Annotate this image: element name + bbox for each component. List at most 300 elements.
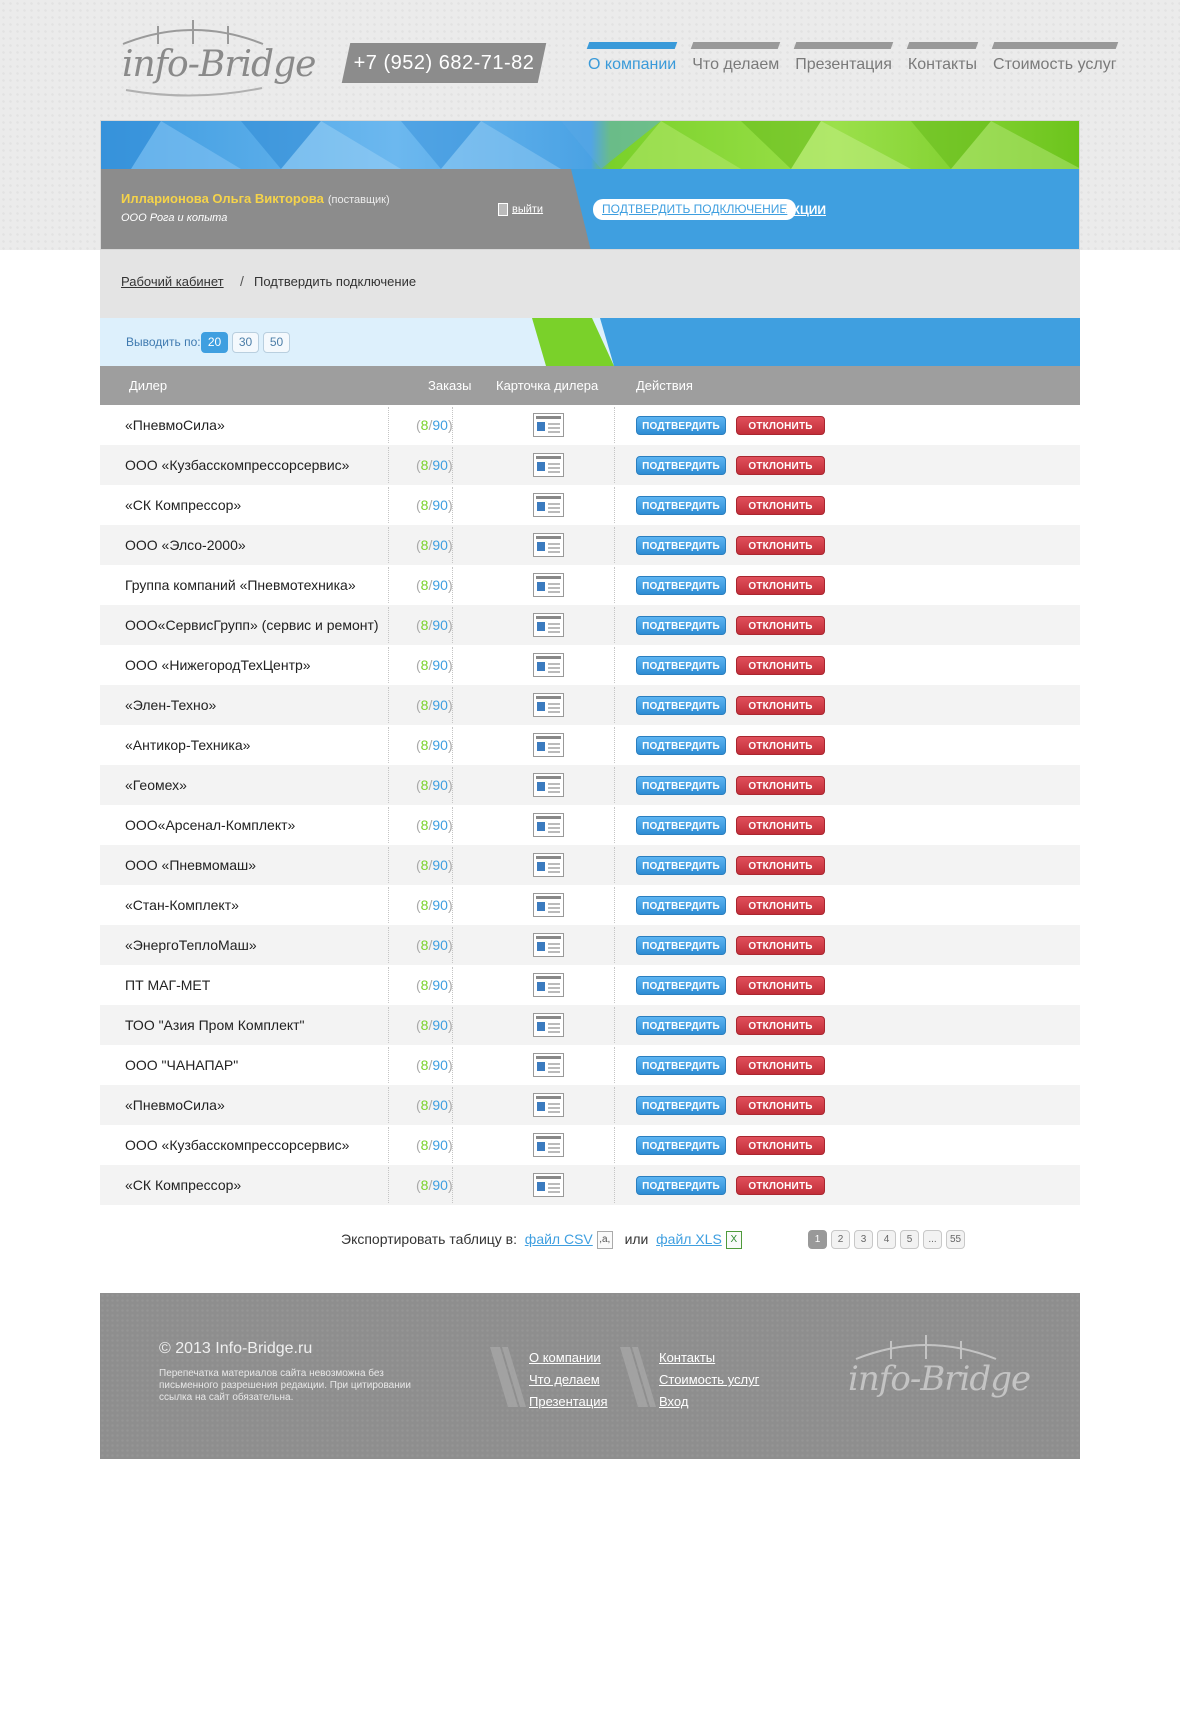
confirm-button[interactable]: ПОДТВЕРДИТЬ [636, 576, 726, 595]
nav-item-presentation[interactable]: Презентация [795, 42, 892, 74]
table-row [100, 925, 1080, 965]
card-line [548, 1151, 560, 1153]
confirm-button[interactable]: ПОДТВЕРДИТЬ [636, 856, 726, 875]
dealer-card-icon[interactable] [533, 613, 564, 637]
card-line [548, 1143, 560, 1145]
orders-count [416, 1177, 453, 1193]
orders-bracket: ( [416, 777, 421, 793]
orders-bracket: ) [447, 817, 453, 833]
dealer-card-icon[interactable] [533, 733, 564, 757]
confirm-button[interactable]: ПОДТВЕРДИТЬ [636, 776, 726, 795]
column-divider [614, 1127, 615, 1163]
column-divider [614, 647, 615, 683]
confirm-button[interactable]: ПОДТВЕРДИТЬ [636, 496, 726, 515]
column-dealer: Дилер [129, 378, 168, 393]
orders-count [416, 617, 453, 633]
confirm-button[interactable]: ПОДТВЕРДИТЬ [636, 736, 726, 755]
card-line [548, 823, 560, 825]
dealer-card-icon[interactable] [533, 893, 564, 917]
dealer-card-icon[interactable] [533, 1053, 564, 1077]
reject-button[interactable]: ОТКЛОНИТЬ [736, 656, 825, 675]
orders-bracket: ( [416, 857, 421, 873]
dealer-card-icon[interactable] [533, 853, 564, 877]
column-divider [388, 847, 389, 883]
column-divider [614, 847, 615, 883]
orders-new: 8 [420, 1177, 429, 1193]
confirm-button[interactable]: ПОДТВЕРДИТЬ [636, 896, 726, 915]
dealer-name: «Антикор-Техника» [125, 737, 251, 753]
orders-new: 8 [420, 657, 429, 673]
column-divider [452, 887, 453, 923]
card-line [548, 1107, 560, 1109]
column-divider [452, 967, 453, 1003]
footer-logo[interactable] [842, 1333, 1031, 1413]
pagination-ellipsis: ... [923, 1230, 942, 1249]
orders-slash: / [428, 857, 433, 873]
orders-total: 90 [432, 897, 448, 913]
confirm-button[interactable]: ПОДТВЕРДИТЬ [636, 696, 726, 715]
orders-new: 8 [420, 897, 429, 913]
table-row [100, 525, 1080, 565]
card-line [548, 551, 560, 553]
confirm-connection-tab[interactable]: ПОДТВЕРДИТЬ ПОДКЛЮЧЕНИЕ [593, 199, 796, 220]
dealer-card-icon[interactable] [533, 813, 564, 837]
orders-count [416, 457, 453, 473]
footer-link-presentation[interactable]: Презентация [529, 1394, 608, 1409]
per-page-30[interactable]: 30 [232, 332, 259, 353]
column-divider [388, 407, 389, 443]
orders-count [416, 817, 453, 833]
orders-bracket: ( [416, 1177, 421, 1193]
dealer-name: ООО «Пневмомаш» [125, 857, 257, 873]
dealer-card-icon[interactable] [533, 1013, 564, 1037]
per-page-20[interactable]: 20 [201, 332, 228, 353]
orders-new: 8 [420, 937, 429, 953]
reject-button[interactable]: ОТКЛОНИТЬ [736, 776, 825, 795]
orders-new: 8 [420, 457, 429, 473]
export-xls-link[interactable]: файл XLS [656, 1231, 722, 1247]
confirm-button[interactable]: ПОДТВЕРДИТЬ [636, 936, 726, 955]
orders-bracket: ( [416, 457, 421, 473]
orders-bracket: ( [416, 497, 421, 513]
orders-bracket: ( [416, 1137, 421, 1153]
site-logo[interactable] [110, 14, 316, 100]
breadcrumb-dashboard-link[interactable]: Рабочий кабинет [121, 274, 224, 289]
orders-slash: / [428, 1017, 433, 1033]
column-divider [452, 527, 453, 563]
card-line [548, 427, 560, 429]
dealer-card-icon[interactable] [533, 573, 564, 597]
promotions-link[interactable]: АКЦИИ [784, 203, 827, 217]
orders-bracket: ) [447, 1017, 453, 1033]
table-row [100, 885, 1080, 925]
nav-item-pricing[interactable]: Стоимость услуг [993, 42, 1117, 74]
column-divider [388, 1047, 389, 1083]
dealer-name: ООО«Арсенал-Комплект» [125, 817, 296, 833]
orders-count [416, 1137, 453, 1153]
orders-bracket: ( [416, 617, 421, 633]
table-row [100, 1005, 1080, 1045]
dealer-card-icon[interactable] [533, 1173, 564, 1197]
csv-file-icon: ,a, [597, 1231, 613, 1249]
card-line [548, 1071, 560, 1073]
dealer-name: ООО«СервисГрупп» (сервис и ремонт) [125, 617, 379, 633]
orders-bracket: ) [447, 897, 453, 913]
reject-button[interactable]: ОТКЛОНИТЬ [736, 496, 825, 515]
dealer-name: «Геомех» [125, 777, 187, 793]
orders-total: 90 [432, 617, 448, 633]
confirm-button[interactable]: ПОДТВЕРДИТЬ [636, 1096, 726, 1115]
dealer-card-icon[interactable] [533, 1093, 564, 1117]
card-photo [537, 742, 545, 751]
card-photo [537, 1142, 545, 1151]
orders-total: 90 [432, 497, 448, 513]
orders-new: 8 [420, 1017, 429, 1033]
card-line [548, 707, 560, 709]
dealer-name: ООО «Элсо-2000» [125, 537, 246, 553]
orders-total: 90 [432, 1057, 448, 1073]
card-line [548, 943, 560, 945]
dealer-name: «СК Компрессор» [125, 1177, 242, 1193]
orders-bracket: ( [416, 1057, 421, 1073]
orders-total: 90 [432, 817, 448, 833]
orders-total: 90 [432, 577, 448, 593]
reject-button[interactable]: ОТКЛОНИТЬ [736, 416, 825, 435]
card-photo [537, 902, 545, 911]
dealer-name: «СК Компрессор» [125, 497, 242, 513]
card-line [548, 747, 560, 749]
orders-total: 90 [432, 457, 448, 473]
column-divider [388, 887, 389, 923]
column-divider [452, 1087, 453, 1123]
column-divider [452, 847, 453, 883]
footer-link-pricing[interactable]: Стоимость услуг [659, 1372, 760, 1387]
column-divider [388, 647, 389, 683]
card-line [548, 1027, 560, 1029]
footer-link-what-we-do[interactable]: Что делаем [529, 1372, 600, 1387]
column-divider [452, 1007, 453, 1043]
card-line [548, 903, 560, 905]
card-line [548, 547, 560, 549]
table-row [100, 605, 1080, 645]
confirm-button[interactable]: ПОДТВЕРДИТЬ [636, 1136, 726, 1155]
footer-link-contacts[interactable]: Контакты [659, 1350, 716, 1365]
reject-button[interactable]: ОТКЛОНИТЬ [736, 1136, 825, 1155]
orders-slash: / [428, 937, 433, 953]
dealer-card-icon[interactable] [533, 413, 564, 437]
reject-button[interactable]: ОТКЛОНИТЬ [736, 856, 825, 875]
card-line [548, 987, 560, 989]
card-line [548, 631, 560, 633]
table-header [100, 366, 1080, 405]
card-photo [537, 982, 545, 991]
card-photo [537, 1022, 545, 1031]
dealer-card-icon[interactable] [533, 493, 564, 517]
orders-bracket: ( [416, 697, 421, 713]
footer-links-col1 [529, 1347, 608, 1413]
export-or: или [624, 1231, 649, 1247]
orders-new: 8 [420, 777, 429, 793]
reject-button[interactable]: ОТКЛОНИТЬ [736, 736, 825, 755]
card-line [548, 591, 560, 593]
dealer-name: ТОО "Азия Пром Комплект" [125, 1017, 305, 1033]
nav-item-what-we-do[interactable]: Что делаем [692, 42, 779, 74]
card-line [548, 791, 560, 793]
orders-slash: / [428, 497, 433, 513]
per-page-50[interactable]: 50 [263, 332, 290, 353]
column-divider [388, 967, 389, 1003]
reject-button[interactable]: ОТКЛОНИТЬ [736, 1096, 825, 1115]
orders-bracket: ) [447, 537, 453, 553]
orders-bracket: ) [447, 1137, 453, 1153]
card-line [548, 1183, 560, 1185]
user-company: ООО Рога и копыта [121, 212, 228, 224]
orders-new: 8 [420, 497, 429, 513]
orders-new: 8 [420, 1097, 429, 1113]
reject-button[interactable]: ОТКЛОНИТЬ [736, 816, 825, 835]
orders-count [416, 657, 453, 673]
dealer-card-icon[interactable] [533, 1133, 564, 1157]
orders-total: 90 [432, 417, 448, 433]
card-line [548, 423, 560, 425]
confirm-button[interactable]: ПОДТВЕРДИТЬ [636, 536, 726, 555]
dealer-card-icon[interactable] [533, 693, 564, 717]
card-line [548, 907, 560, 909]
confirm-button[interactable]: ПОДТВЕРДИТЬ [636, 1016, 726, 1035]
orders-count [416, 777, 453, 793]
orders-total: 90 [432, 857, 448, 873]
column-dealer-card: Карточка дилера [496, 378, 599, 393]
card-line [548, 1191, 560, 1193]
dealer-name: ООО «Кузбасскомпрессорсервис» [125, 457, 350, 473]
confirm-button[interactable]: ПОДТВЕРДИТЬ [636, 1176, 726, 1195]
orders-slash: / [428, 1097, 433, 1113]
xls-file-icon: X [726, 1231, 742, 1249]
confirm-button[interactable]: ПОДТВЕРДИТЬ [636, 816, 726, 835]
column-divider [614, 487, 615, 523]
confirm-button[interactable]: ПОДТВЕРДИТЬ [636, 976, 726, 995]
column-divider [388, 1127, 389, 1163]
confirm-button[interactable]: ПОДТВЕРДИТЬ [636, 456, 726, 475]
column-divider [388, 487, 389, 523]
orders-total: 90 [432, 977, 448, 993]
footer [100, 1293, 1080, 1459]
column-divider [388, 527, 389, 563]
column-divider [614, 767, 615, 803]
card-photo [537, 502, 545, 511]
dealer-name: Группа компаний «Пневмотехника» [125, 577, 356, 593]
reject-button[interactable]: ОТКЛОНИТЬ [736, 936, 825, 955]
dealer-card-icon[interactable] [533, 453, 564, 477]
orders-total: 90 [432, 657, 448, 673]
reject-button[interactable]: ОТКЛОНИТЬ [736, 1016, 825, 1035]
orders-new: 8 [420, 1057, 429, 1073]
dealer-name: «ПневмоСила» [125, 1097, 225, 1113]
orders-bracket: ) [447, 657, 453, 673]
pagination-page[interactable]: 1 [808, 1230, 827, 1249]
dealer-card-icon[interactable] [533, 933, 564, 957]
card-photo [537, 822, 545, 831]
logout-link[interactable] [498, 203, 543, 216]
orders-count [416, 897, 453, 913]
orders-bracket: ( [416, 897, 421, 913]
footer-slash-decoration [620, 1347, 660, 1407]
orders-total: 90 [432, 937, 448, 953]
confirm-button[interactable]: ПОДТВЕРДИТЬ [636, 656, 726, 675]
table-row [100, 445, 1080, 485]
polygon-pattern [101, 121, 1080, 169]
table-row [100, 1125, 1080, 1165]
column-divider [452, 647, 453, 683]
footer-link-login[interactable]: Вход [659, 1394, 689, 1409]
orders-bracket: ) [447, 417, 453, 433]
table-row [100, 685, 1080, 725]
orders-slash: / [428, 737, 433, 753]
user-banner [100, 120, 1080, 250]
orders-count [416, 857, 453, 873]
confirm-button[interactable]: ПОДТВЕРДИТЬ [636, 1056, 726, 1075]
nav-item-contacts[interactable]: Контакты [908, 42, 977, 74]
dealer-card-icon[interactable] [533, 773, 564, 797]
column-divider [452, 687, 453, 723]
dealer-name: ООО "ЧАНАПАР" [125, 1057, 239, 1073]
column-divider [614, 607, 615, 643]
logo-swoosh [124, 86, 264, 100]
card-line [548, 623, 560, 625]
dealer-name: ООО «Кузбасскомпрессорсервис» [125, 1137, 350, 1153]
pagination-page[interactable]: 2 [831, 1230, 850, 1249]
orders-slash: / [428, 897, 433, 913]
reject-button[interactable]: ОТКЛОНИТЬ [736, 576, 825, 595]
orders-bracket: ) [447, 497, 453, 513]
column-divider [388, 767, 389, 803]
column-divider [614, 967, 615, 1003]
table-row [100, 565, 1080, 605]
orders-bracket: ( [416, 537, 421, 553]
footer-link-about[interactable]: О компании [529, 1350, 601, 1365]
column-divider [452, 1047, 453, 1083]
pagination-page[interactable]: 55 [946, 1230, 965, 1249]
table-row [100, 765, 1080, 805]
pagination-page[interactable]: 5 [900, 1230, 919, 1249]
dealer-name: ООО «НижегородТехЦентр» [125, 657, 311, 673]
column-divider [614, 887, 615, 923]
card-line [548, 1023, 560, 1025]
orders-bracket: ( [416, 817, 421, 833]
reject-button[interactable]: ОТКЛОНИТЬ [736, 896, 825, 915]
card-line [548, 543, 560, 545]
footer-links-col2 [659, 1347, 759, 1413]
logo-text: info-Bridge [122, 44, 316, 85]
column-divider [452, 567, 453, 603]
card-photo [537, 862, 545, 871]
export-label: Экспортировать таблицу в: [341, 1231, 518, 1247]
nav-item-about[interactable]: О компании [588, 42, 676, 74]
card-line [548, 827, 560, 829]
table-row [100, 645, 1080, 685]
export-bar [341, 1231, 746, 1249]
column-actions: Действия [636, 378, 693, 393]
reject-button[interactable]: ОТКЛОНИТЬ [736, 1176, 825, 1195]
export-csv-link[interactable]: файл CSV [524, 1231, 593, 1247]
pagination-page[interactable]: 3 [854, 1230, 873, 1249]
reject-button[interactable]: ОТКЛОНИТЬ [736, 976, 825, 995]
confirm-button[interactable]: ПОДТВЕРДИТЬ [636, 616, 726, 635]
orders-bracket: ) [447, 777, 453, 793]
card-line [548, 787, 560, 789]
pagination-page[interactable]: 4 [877, 1230, 896, 1249]
orders-bracket: ) [447, 457, 453, 473]
card-line [548, 587, 560, 589]
breadcrumb-current: Подтвердить подключение [254, 274, 417, 289]
card-line [548, 431, 560, 433]
dealer-card-icon[interactable] [533, 653, 564, 677]
orders-new: 8 [420, 537, 429, 553]
dealer-name: «Стан-Комплект» [125, 897, 239, 913]
card-line [548, 1031, 560, 1033]
reject-button[interactable]: ОТКЛОНИТЬ [736, 536, 825, 555]
breadcrumb [100, 250, 1080, 318]
orders-new: 8 [420, 577, 429, 593]
footer-slash-decoration [490, 1347, 530, 1407]
confirm-button[interactable]: ПОДТВЕРДИТЬ [636, 416, 726, 435]
card-line [548, 1063, 560, 1065]
orders-total: 90 [432, 1017, 448, 1033]
card-line [548, 867, 560, 869]
card-photo [537, 1102, 545, 1111]
dealer-table-body [100, 405, 1080, 1205]
orders-slash: / [428, 817, 433, 833]
orders-slash: / [428, 577, 433, 593]
card-photo [537, 462, 545, 471]
dealer-name: «Элен-Техно» [125, 697, 217, 713]
reject-button[interactable]: ОТКЛОНИТЬ [736, 456, 825, 475]
orders-slash: / [428, 1057, 433, 1073]
orders-total: 90 [432, 737, 448, 753]
orders-count [416, 1097, 453, 1113]
card-line [548, 703, 560, 705]
dealer-name: «ЭнергоТеплоМаш» [125, 937, 257, 953]
reject-button[interactable]: ОТКЛОНИТЬ [736, 1056, 825, 1075]
card-line [548, 667, 560, 669]
card-line [548, 1103, 560, 1105]
orders-total: 90 [432, 1177, 448, 1193]
table-row [100, 1165, 1080, 1205]
orders-count [416, 497, 453, 513]
dealer-card-icon[interactable] [533, 533, 564, 557]
column-orders: Заказы [428, 378, 472, 393]
orders-slash: / [428, 617, 433, 633]
orders-count [416, 977, 453, 993]
card-line [548, 467, 560, 469]
column-divider [614, 727, 615, 763]
column-divider [388, 1007, 389, 1043]
orders-slash: / [428, 537, 433, 553]
table-row [100, 805, 1080, 845]
card-photo [537, 662, 545, 671]
card-line [548, 1067, 560, 1069]
dealer-card-icon[interactable] [533, 973, 564, 997]
main-nav [588, 42, 1133, 74]
reject-button[interactable]: ОТКЛОНИТЬ [736, 696, 825, 715]
column-divider [614, 447, 615, 483]
orders-bracket: ) [447, 1097, 453, 1113]
reject-button[interactable]: ОТКЛОНИТЬ [736, 616, 825, 635]
orders-new: 8 [420, 417, 429, 433]
banner-polygon-art [101, 121, 1080, 169]
column-divider [614, 1047, 615, 1083]
user-name-text: Илларионова Ольга Викторова [121, 191, 324, 206]
